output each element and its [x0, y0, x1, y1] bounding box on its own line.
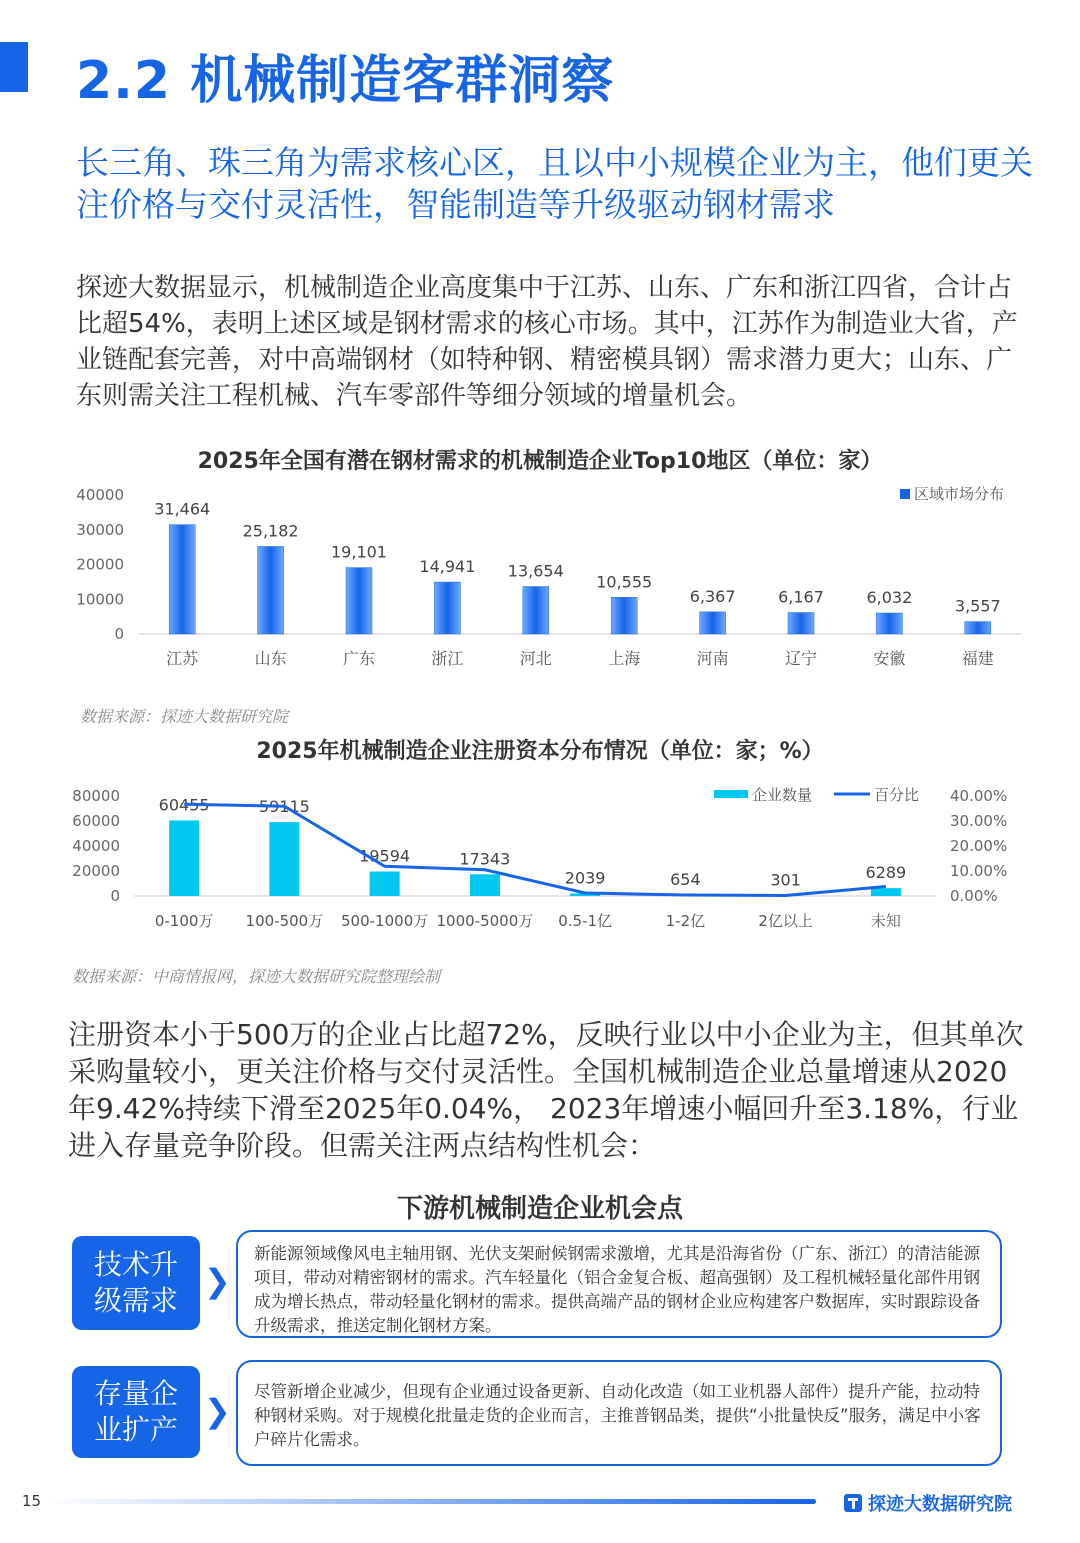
- x-axis-tick-label: 福建: [961, 649, 994, 668]
- analysis-paragraph: 注册资本小于500万的企业占比超72%，反映行业以中小企业为主，但其单次采购量较小，更关注价格与交付灵活性。全国机械制造企业总量增速从2020年9.42%持续下滑至2025年0.04%， 2023年增速小幅回升至3.18%，行业进入存量竞争阶段。但需关注两点结构性机会：: [68, 1018, 1024, 1162]
- x-axis-tick-label: 1000-5000万: [436, 912, 534, 930]
- x-axis-tick-label: 辽宁: [784, 649, 818, 668]
- title-accent-bar: [0, 42, 28, 92]
- top10-region-bar-chart: [0, 476, 1080, 676]
- y2-axis-tick-label: 40.00%: [950, 787, 1008, 805]
- page-subtitle: 长三角、珠三角为需求核心区，且以中小规模企业为主，他们更关注价格与交付灵活性，智能制造等升级驱动钢材需求: [76, 143, 1033, 224]
- tag-capacity-expansion: 存量企业扩产: [72, 1366, 200, 1458]
- legend-label: 企业数量: [752, 786, 813, 804]
- x-axis-tick-label: 上海: [608, 649, 641, 668]
- bar-data-label: 6,167: [778, 587, 824, 607]
- y-axis-tick-label: 0: [110, 887, 120, 905]
- x-axis-tick-label: 广东: [342, 649, 376, 668]
- chevron-right-icon: ❯: [204, 1262, 231, 1300]
- bar: [876, 613, 902, 634]
- legend-label: 区域市场分布: [914, 485, 1005, 503]
- bar-data-label: 2039: [564, 868, 606, 888]
- chart1-source: 数据来源：探迹大数据研究院: [80, 707, 289, 726]
- bar: [434, 582, 460, 634]
- y-axis-tick-label: 10000: [76, 590, 124, 609]
- x-axis-tick-label: 江苏: [166, 649, 199, 668]
- x-axis-tick-label: 浙江: [431, 649, 464, 668]
- bar-data-label: 19594: [359, 846, 411, 866]
- bar: [871, 888, 901, 896]
- y-axis-tick-label: 80000: [72, 787, 120, 805]
- bar-data-label: 10,555: [596, 572, 653, 592]
- bar-data-label: 25,182: [242, 521, 299, 541]
- bar: [269, 822, 299, 896]
- footer-brand-name: 探迹大数据研究院: [868, 1494, 1012, 1515]
- y-axis-tick-label: 30000: [76, 520, 124, 539]
- bar-data-label: 301: [770, 870, 801, 890]
- intro-paragraph: 探迹大数据显示，机械制造企业高度集中于江苏、山东、广东和浙江四省，合计占比超54%，表明上述区域是钢材需求的核心市场。其中，江苏作为制造业大省，产业链配套完善，对中高端钢材（如特种钢、精密模具钢）需求潜力更大；山东、广东则需关注工程机械、汽车零部件等细分领域的增量机会。: [76, 273, 1018, 411]
- bar: [523, 587, 549, 634]
- bar-data-label: 6,367: [689, 586, 736, 606]
- x-axis-tick-label: 山东: [254, 649, 287, 668]
- x-axis-tick-label: 2亿以上: [758, 912, 813, 930]
- bar: [169, 820, 199, 896]
- opportunity-capacity-expansion-text: 尽管新增企业减少，但现有企业通过设备更新、自动化改造（如工业机器人部件）提升产能，拉动特种钢材采购。对于规模化批量走货的企业而言，主推普钢品类，提供“小批量快反”服务，满足中小客户碎片化需求。: [236, 1360, 1002, 1466]
- chevron-right-icon: ❯: [204, 1392, 231, 1430]
- x-axis-tick-label: 河北: [519, 649, 552, 668]
- bar-data-label: 14,941: [419, 557, 476, 577]
- x-axis-tick-label: 100-500万: [245, 912, 324, 930]
- bar-data-label: 6289: [865, 863, 907, 883]
- bar-data-label: 31,464: [154, 499, 211, 519]
- page-number: 15: [22, 1492, 42, 1510]
- bar: [169, 525, 195, 634]
- opportunity-tech-upgrade-text: 新能源领域像风电主轴用钢、光伏支架耐候钢需求激增，尤其是沿海省份（广东、浙江）的清洁能源项目，带动对精密钢材的需求。汽车轻量化（铝合金复合板、超高强钢）及工程机械轻量化部件用钢成为增长热点，带动轻量化钢材的需求。提供高端产品的钢材企业应构建客户数据库，实时跟踪设备升级需求，推送定制化钢材方案。: [236, 1230, 1002, 1338]
- y-axis-tick-label: 0: [114, 625, 124, 643]
- bar: [346, 568, 372, 634]
- bar-data-label: 60455: [158, 795, 210, 815]
- legend-label: 百分比: [874, 786, 920, 804]
- legend-swatch: [900, 489, 910, 499]
- y2-axis-tick-label: 10.00%: [950, 862, 1008, 880]
- x-axis-tick-label: 0.5-1亿: [558, 912, 613, 930]
- x-axis-tick-label: 0-100万: [154, 912, 214, 930]
- brand-logo-icon: [844, 1494, 862, 1512]
- legend-swatch: [714, 790, 748, 798]
- page-title: 2.2 机械制造客群洞察: [76, 51, 615, 111]
- footer-brand: [844, 1490, 1012, 1516]
- y2-axis-tick-label: 0.00%: [950, 887, 998, 905]
- chart1-title: 2025年全国有潜在钢材需求的机械制造企业Top10地区（单位：家）: [197, 449, 883, 474]
- capital-distribution-combo-chart: [0, 776, 1080, 946]
- y-axis-tick-label: 40000: [76, 486, 124, 504]
- bar: [965, 622, 991, 634]
- bar-data-label: 59115: [258, 797, 310, 817]
- x-axis-tick-label: 500-1000万: [341, 912, 429, 930]
- opportunities-title: 下游机械制造企业机会点: [396, 1194, 683, 1224]
- x-axis-tick-label: 安徽: [873, 649, 906, 668]
- y2-axis-tick-label: 30.00%: [950, 812, 1008, 830]
- bar: [611, 597, 637, 634]
- bar: [788, 613, 814, 634]
- bar: [258, 546, 284, 634]
- chart2-title: 2025年机械制造企业注册资本分布情况（单位：家；%）: [256, 739, 824, 764]
- bar-data-label: 17343: [459, 849, 511, 869]
- y2-axis-tick-label: 20.00%: [950, 837, 1008, 855]
- footer-divider: [44, 1499, 816, 1504]
- y-axis-tick-label: 20000: [76, 555, 124, 574]
- bar: [370, 872, 400, 896]
- bar: [470, 874, 500, 896]
- bar-data-label: 3,557: [954, 596, 1001, 616]
- bar-data-label: 19,101: [331, 542, 387, 562]
- x-axis-tick-label: 河南: [696, 649, 729, 668]
- bar-data-label: 654: [670, 870, 701, 890]
- x-axis-tick-label: 1-2亿: [665, 912, 706, 930]
- tag-tech-upgrade: 技术升级需求: [72, 1236, 200, 1330]
- y-axis-tick-label: 60000: [72, 812, 120, 830]
- y-axis-tick-label: 40000: [72, 837, 120, 855]
- bar-data-label: 6,032: [866, 588, 913, 608]
- y-axis-tick-label: 20000: [72, 862, 120, 880]
- chart2-source: 数据来源：中商情报网，探迹大数据研究院整理绘制: [72, 967, 441, 986]
- bar: [700, 612, 726, 634]
- bar-data-label: 13,654: [507, 561, 564, 581]
- x-axis-tick-label: 未知: [870, 912, 901, 930]
